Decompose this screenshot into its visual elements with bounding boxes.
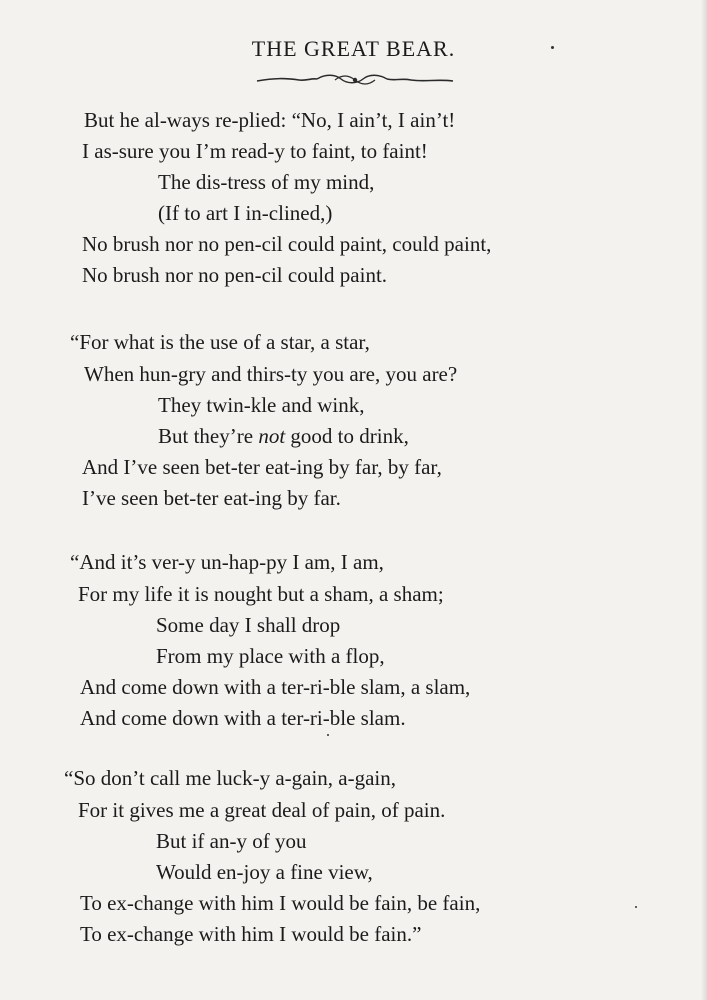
poem-line: But if an-y of you (156, 829, 307, 853)
poem-line-text: good to drink, (290, 424, 409, 448)
poem-line: For it gives me a great deal of pain, of pain. (78, 798, 446, 822)
poem-line: I’ve seen bet-ter eat-ing by far. (82, 486, 341, 510)
poem-line: “And it’s ver-y un-hap-py I am, I am, (70, 550, 384, 574)
poem-line: From my place with a flop, (156, 644, 385, 668)
page-title: THE GREAT BEAR. (251, 36, 456, 61)
emphasis-not: not (258, 424, 286, 448)
poem-line: And come down with a ter-ri-ble slam. (80, 706, 406, 730)
poem-line: “So don’t call me luck-y a-gain, a-gain, (64, 766, 397, 790)
poem-line: To ex-change with him I would be fain.” (80, 922, 422, 946)
poem-line: When hun-gry and thirs-ty you are, you are? (84, 362, 458, 386)
paper-speck (551, 46, 554, 49)
poem-line: (If to art I in-clined,) (158, 201, 333, 225)
poem-line: I as-sure you I’m read-y to faint, to faint! (82, 139, 428, 163)
poem-line-text: But they’re (158, 424, 254, 448)
poem-line (158, 424, 409, 448)
poem-line: They twin-kle and wink, (158, 393, 365, 417)
poem-line: “For what is the use of a star, a star, (70, 330, 370, 354)
poem-line: For my life it is nought but a sham, a sham; (78, 582, 444, 606)
poem-line: To ex-change with him I would be fain, be fain, (80, 891, 481, 915)
poem-line: Some day I shall drop (156, 613, 341, 637)
poem-line: No brush nor no pen-cil could paint. (82, 263, 388, 287)
poem-line: And I’ve seen bet-ter eat-ing by far, by far, (82, 455, 442, 479)
poem-line: Would en-joy a fine view, (156, 860, 373, 884)
paper-speck (327, 734, 329, 736)
paper-speck (635, 906, 637, 908)
poem-line: The dis-tress of my mind, (158, 170, 375, 194)
poem-line: But he al-ways re-plied: “No, I ain’t, I ain’t! (84, 108, 456, 132)
poem-line: No brush nor no pen-cil could paint, could paint, (82, 232, 492, 256)
poem-line: And come down with a ter-ri-ble slam, a slam, (80, 675, 471, 699)
